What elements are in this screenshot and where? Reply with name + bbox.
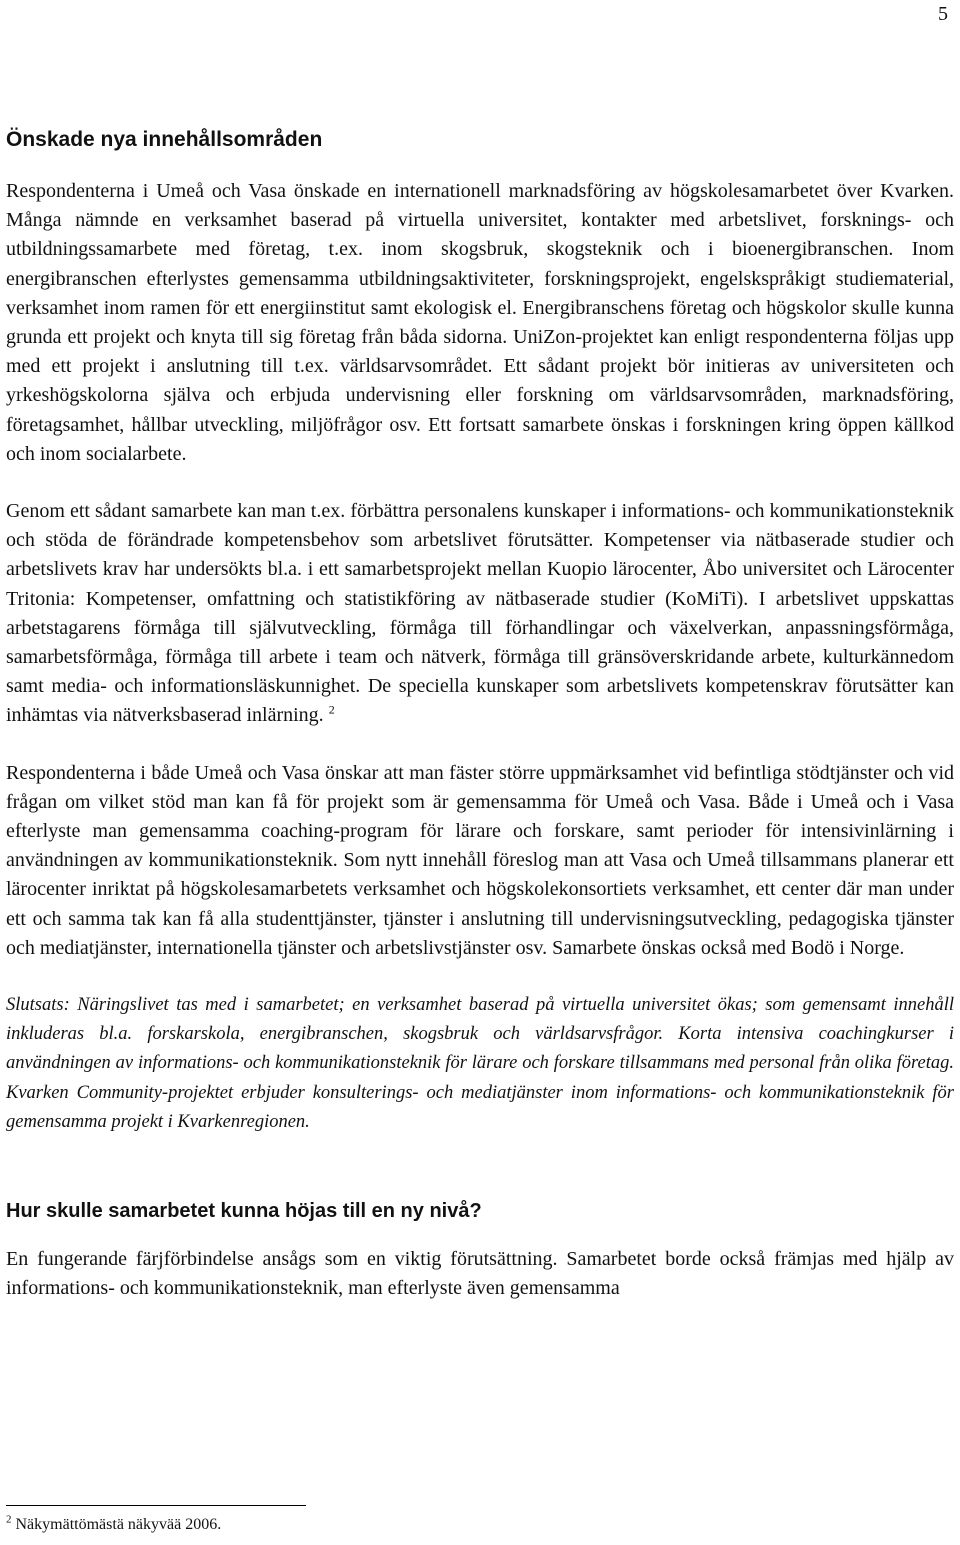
- document-body: [6, 125, 954, 1332]
- footnote: [6, 1514, 221, 1536]
- subsection-heading: Hur skulle samarbetet kunna höjas till en ny nivå?: [6, 1200, 482, 1223]
- footnote-text: Näkymättömästä näkyvää 2006.: [15, 1516, 222, 1533]
- paragraph-2-text: Genom ett sådant samarbete kan man t.ex. förbättra personalens kunskaper i informations- och kommunikationsteknik och stöda de förändrade kompetensbehov som arbetslivet förutsätter. Kompetenser via nätbaserade studier och arbetslivets krav har undersökts bl.a. i ett samarbetsprojekt mellan Kuopio lärocenter, Åbo universitet och Lärocenter Tritonia: Kompetenser, omfattning och statistikföring av nätbaserade studier (KoMiTi). I arbetslivet uppskattas arbetstagarens förmåga till självutveckling, förmåga till förhandlingar och växelverkan, anpassningsförmåga, samarbetsförmåga, förmåga till arbete i team och nätverk, förmåga till gränsöverskridande arbete, kulturkännedom samt media- och informationsläskunnighet. De speciella kunskaper som arbetslivets kompetenskrav förutsätter kan inhämtas via nätverksbaserad inlärning.: [6, 500, 954, 727]
- paragraph-1: Respondenterna i Umeå och Vasa önskade en internationell marknadsföring av högskolesamarbetet över Kvarken. Många nämnde en verksamhet baserad på virtuella universitet, kontakter med arbetslivet, forsknings- och utbildningssamarbete med företag, t.ex. inom skogsbruk, skogsteknik och i bioenergibranschen. Inom energibranschen efterlystes gemensamma utbildningsaktiviteter, forskningsprojekt, engelskspråkigt studiematerial, verksamhet inom ramen för ett energiinstitut samt ekologisk el. Energibranschens företag och högskolor skulle kunna grunda ett projekt och knyta till sig företag från båda sidorna. UniZon-projektet kan enligt respondenterna följas upp med ett projekt i anslutning till t.ex. världsarvsområdet. Ett sådant projekt bör initieras av universiteten och yrkeshögskolorna själva och erbjuda undervisning eller forskning om världsarvsområden, marknadsföring, företagsamhet, hållbar utveckling, miljöfrågor osv. Ett fortsatt samarbete önskas i forskningen kring öppen källkod och inom socialarbete.: [6, 180, 954, 465]
- footnote-number: 2: [6, 1513, 12, 1526]
- paragraph-3: Respondenterna i både Umeå och Vasa önskar att man fäster större uppmärksamhet vid befintliga stödtjänster och vid frågan om vilket stöd man kan få för projekt som är gemensamma för Umeå och Vasa. Både i Umeå och i Vasa efterlyste man gemensamma coaching-program för lärare och forskare, samt perioder för intensivinlärning i användningen av kommunikationsteknik. Som nytt innehåll föreslog man att Vasa och Umeå tillsammans planerar ett lärocenter inriktat på högskolesamarbetets verksamhet och högskolekonsortiets verksamhet, ett center där man under ett och samma tak kan få alla studenttjänster, tjänster i anslutning till undervisningsutveckling, pedagogiska tjänster och mediatjänster, internationella tjänster och arbetslivstjänster osv. Samarbete önskas också med Bodö i Norge.: [6, 761, 954, 959]
- paragraph-5: En fungerande färjförbindelse ansågs som en viktig förutsättning. Samarbetet borde också främjas med hjälp av informations- och kommunikationsteknik, man efterlyste även gemensamma: [6, 1248, 954, 1300]
- page-number: 5: [938, 3, 948, 25]
- footnote-divider: [6, 1505, 306, 1506]
- conclusion-paragraph: Slutsats: Näringslivet tas med i samarbetet; en verksamhet baserad på virtuella universitet ökas; som gemensamt innehåll inkluderas bl.a. forskarskola, energibranschen, skogsbruk och världsarvsfrågor. Korta intensiva coachingkurser i användningen av informations- och kommunikationsteknik för lärare och forskare tillsammans med personal från olika företag. Kvarken Community-projektet erbjuder konsulterings- och mediatjänster inom informations- och kommunikationsteknik för gemensamma projekt i Kvarkenregionen.: [6, 995, 954, 1132]
- footnote-reference: 2: [328, 702, 335, 717]
- paragraph-2: [6, 497, 954, 731]
- section-heading: Önskade nya innehållsområden: [6, 128, 323, 151]
